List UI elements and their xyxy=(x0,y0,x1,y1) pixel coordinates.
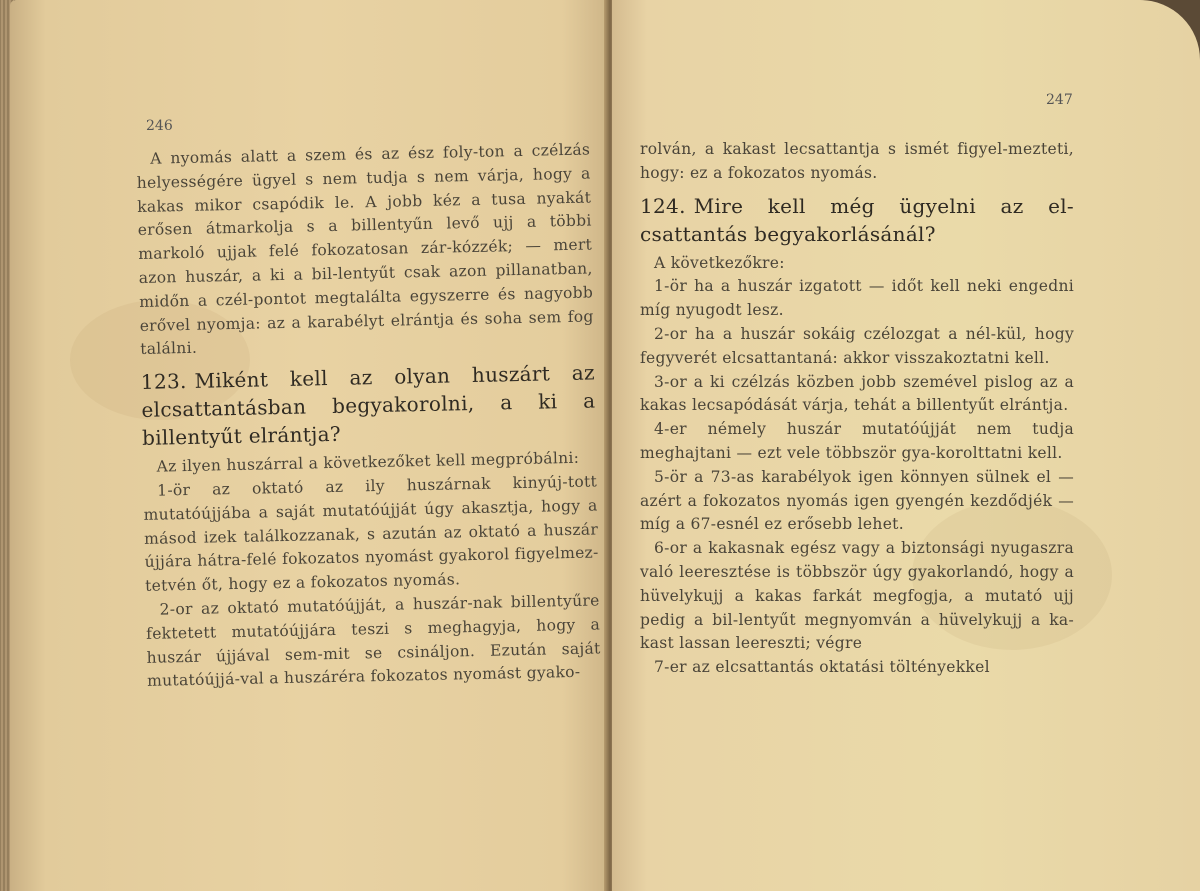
paragraph: 3-or a ki czélzás közben jobb szemével pislog az a kakas lecsapódását várja, tehát a billentyűt elrántja. xyxy=(640,372,1074,415)
paragraph: 4-er némely huszár mutatóújját nem tudja meghajtani — ezt vele többször gya-korolttatni kell. xyxy=(640,420,1074,462)
section-number: 123. xyxy=(140,369,187,395)
section-heading-124 xyxy=(640,192,1074,248)
section-title: Mire kell még ügyelni az el-csattantás begyakorlásánál? xyxy=(640,193,1074,246)
left-page-number: 246 xyxy=(146,118,173,134)
paragraph: 5-ör a 73-as karabélyok igen könnyen sülnek el — azért a fokozatos nyomás igen gyengén kezdődjék — míg a 67-esnél ez erősebb lehet. xyxy=(640,467,1074,534)
section-heading-123 xyxy=(141,359,597,452)
paragraph: 2-or az oktató mutatóújját, a huszár-nak billentyűre fektetett mutatóújjára teszi s meghagyja, hogy a huszár újjával sem-mit se csináljon. Ezután saját mutatóújjá-val a huszáréra fokozatos nyomást gyako- xyxy=(145,591,601,691)
paragraph: 6-or a kakasnak egész vagy a biztonsági nyugaszra való leeresztése is többször úgy gyakorlandó, hogy a hüvelykujj a kakas farkát megfogja, a mutató ujj pedig a bil-lentyűt megnyomván a hüvelykujj a ka-kast lassan leereszti; végre xyxy=(640,539,1074,653)
paragraph: 2-or ha a huszár sokáig czélozgat a nél-kül, hogy fegyverét elcsattantaná: akkor visszakoztatni kell. xyxy=(640,324,1074,367)
section-title: Miként kell az olyan huszárt az elcsattantásban begyakorolni, a ki a billentyűt elrántja? xyxy=(141,360,596,451)
intro-paragraph: A nyomás alatt a szem és az ész foly-ton a czélzás helyességére ügyel s nem tudja s nem várja, hogy a kakas mikor csapódik le. A jobb kéz a tusa nyakát erősen átmarkolja s a billentyűn levő ujj a többi markoló ujjak felé fokozatosan zár-kózzék; — mert azon huszár, a ki a bil-lentyűt csak azon pillanatban, midőn a czél-pontot megtalálta egyszerre és nagyobb erővel nyomja: az a karabélyt elrántja és soha sem fog találni. xyxy=(136,140,594,359)
right-page-text xyxy=(640,138,1074,680)
paragraph: 7-er az elcsattantás oktatási töltényekkel xyxy=(654,658,990,677)
continuation-paragraph: rolván, a kakast lecsattantja s ismét figyel-mezteti, hogy: ez a fokozatos nyomás. xyxy=(640,140,1074,182)
section-number: 124. xyxy=(640,193,686,218)
right-page-number: 247 xyxy=(1046,92,1073,108)
left-page-text xyxy=(136,138,601,694)
paragraph: 1-ör az oktató az ily huszárnak kinyúj-tott mutatóújjába a saját mutatóújját úgy akasztja, hogy a másod izek találkozzanak, s azután az oktató a huszár újjára hátra-felé fokozatos nyomást gyakorol figyelmez-tetvén őt, hogy ez a fokozatos nyomás. xyxy=(143,472,599,596)
paragraph: Az ilyen huszárral a következőket kell megpróbálni: xyxy=(156,448,580,476)
paragraph: 1-ör ha a huszár izgatott — időt kell neki engedni míg nyugodt lesz. xyxy=(640,277,1074,320)
paragraph: A következőkre: xyxy=(654,253,785,272)
